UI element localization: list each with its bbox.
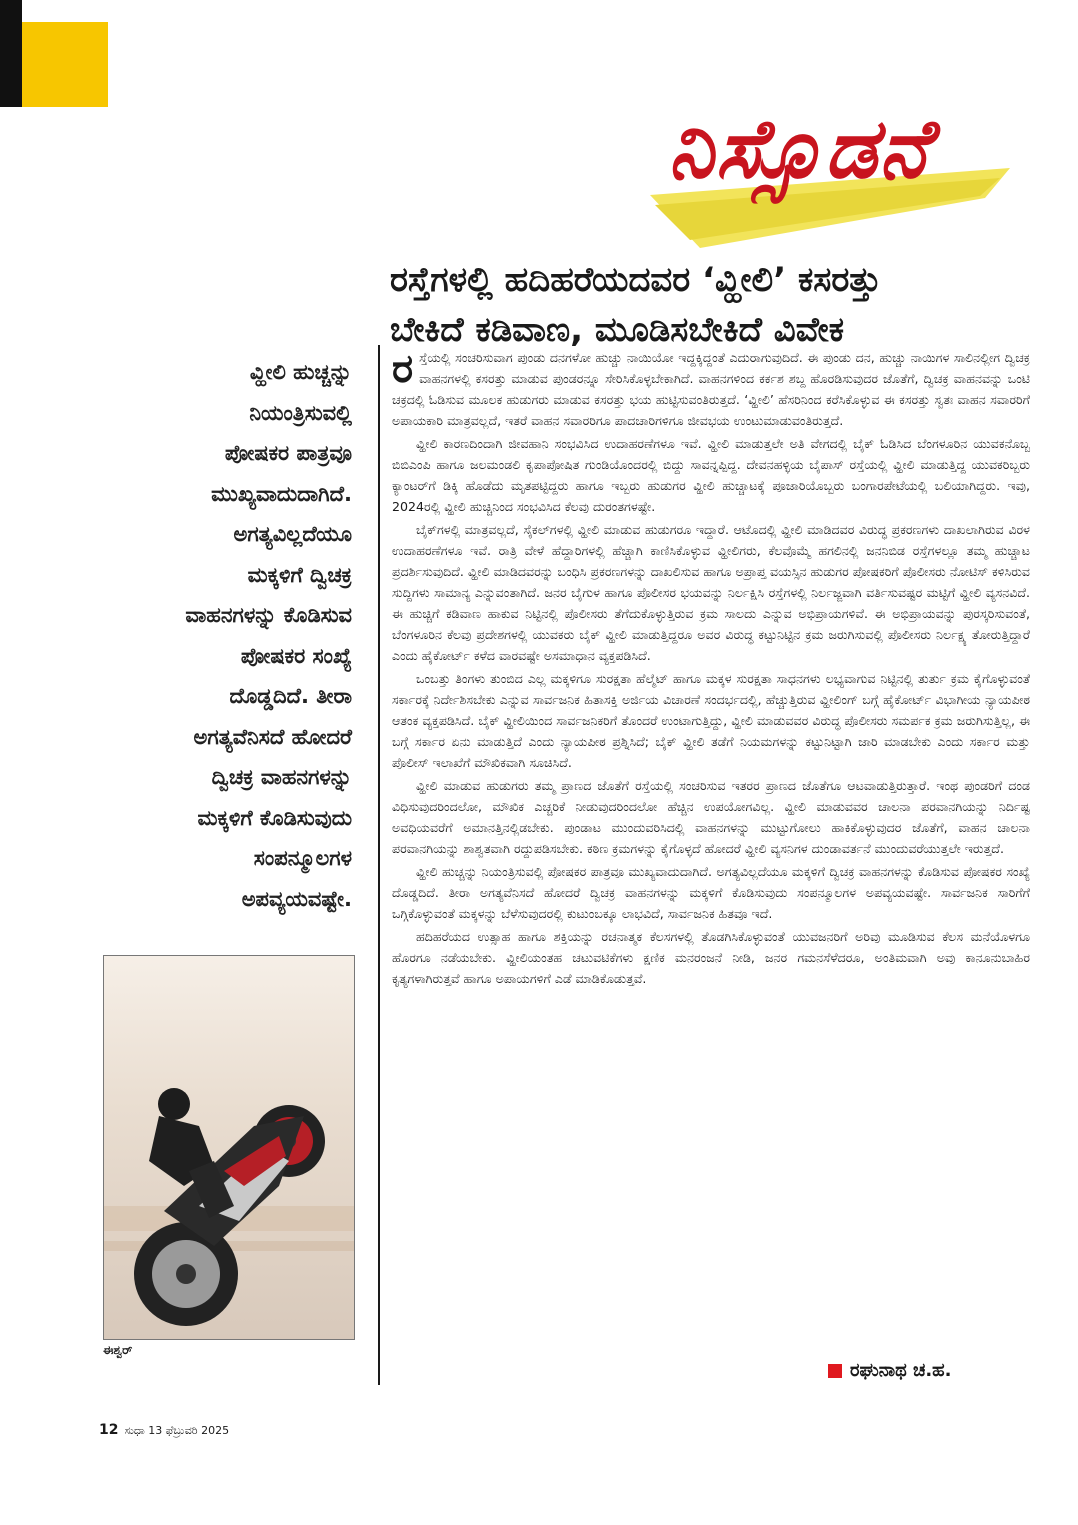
pull-quote-line: ಮುಖ್ಯವಾದುದಾಗಿದೆ. [211, 481, 352, 506]
pull-quote-line: ಅಗತ್ಯವಿಲ್ಲದೆಯೂ [233, 522, 352, 546]
drop-cap: ರ [392, 346, 414, 392]
article-paragraph: ಒಂಬತ್ತು ತಿಂಗಳು ತುಂಬಿದ ಎಲ್ಲ ಮಕ್ಕಳಿಗೂ ಸುರಕ್ಷತಾ ಹೆಲ್ಮೆಟ್ ಹಾಗೂ ಮಕ್ಕಳ ಸುರಕ್ಷತಾ ಸಾಧನಗಳು ಲಭ್ಯವಾಗುವ ನಿಟ್ಟಿನಲ್ಲಿ ತುರ್ತು ಕ್ರಮ ಕೈಗೊಳ್ಳುವಂತೆ ಸರ್ಕಾರಕ್ಕೆ ನಿರ್ದೇಶಿಸಬೇಕು ಎನ್ನುವ ಸಾರ್ವಜನಿಕ ಹಿತಾಸಕ್ತಿ ಅರ್ಜಿಯ ವಿಚಾರಣೆ ಸಂದರ್ಭದಲ್ಲಿ, ಹೆಚ್ಚುತ್ತಿರುವ ವ್ಹೀಲಿಂಗ್ ಬಗ್ಗೆ ಹೈಕೋರ್ಟ್ ವಿಭಾಗೀಯ ನ್ಯಾಯಪೀಠ ಆತಂಕ ವ್ಯಕ್ತಪಡಿಸಿದೆ. ಬೈಕ್ ವ್ಹೀಲಿಯಿಂದ ಸಾರ್ವಜನಿಕರಿಗೆ ತೊಂದರೆ ಉಂಟಾಗುತ್ತಿದ್ದು, ವ್ಹೀಲಿ ಮಾಡುವವರ ವಿರುದ್ಧ ಪೊಲೀಸರು ಸಮರ್ಪಕ ಕ್ರಮ ಜರುಗಿಸುತ್ತಿಲ್ಲ, ಈ ಬಗ್ಗೆ ಸರ್ಕಾರ ಏನು ಮಾಡುತ್ತಿದೆ ಎಂದು ನ್ಯಾಯಪೀಠ ಪ್ರಶ್ನಿಸಿದೆ; ಬೈಕ್ ವ್ಹೀಲಿ ತಡೆಗೆ ನಿಯಮಗಳನ್ನು ಕಟ್ಟುನಿಟ್ಟಾಗಿ ಜಾರಿ ಮಾಡಬೇಕು ಎಂದು ಸರ್ಕಾರ ಮತ್ತು ಪೊಲೀಸ್ ಇಲಾಖೆಗೆ ಮೌಖಿಕವಾಗಿ ಸೂಚಿಸಿದೆ. [392, 671, 1030, 770]
wheelie-illustration [103, 955, 355, 1340]
article-paragraph [392, 347, 1030, 431]
pull-quote [120, 352, 352, 919]
byline-author: ರಘುನಾಥ ಚ.ಹ. [850, 1360, 952, 1381]
pull-quote-line: ಪೋಷಕರ ಸಂಖ್ಯೆ [240, 643, 352, 668]
pull-quote-line: ಮಕ್ಕಳಿಗೆ ಕೊಡಿಸುವುದು [197, 805, 352, 830]
pull-quote-line: ನಿಯಂತ್ರಿಸುವಲ್ಲಿ [249, 400, 352, 425]
publication-date: ಸುಧಾ 13 ಫೆಬ್ರುವರಿ 2025 [124, 1424, 230, 1437]
headline-line-1: ರಸ್ತೆಗಳಲ್ಲಿ ಹದಿಹರೆಯದವರ ‘ವ್ಹೀಲಿ’ ಕಸರತ್ತು [390, 260, 882, 300]
paragraph-text: ಸ್ತೆಯಲ್ಲಿ ಸಂಚರಿಸುವಾಗ ಪುಂಡು ದನಗಳೋ ಹುಚ್ಚು ನಾಯಿಯೋ ಇದ್ದಕ್ಕಿದ್ದಂತೆ ಎದುರಾಗುವುದಿದೆ. ಈ ಪುಂಡು ದನ, ಹುಚ್ಚು ನಾಯಿಗಳ ಸಾಲಿನಲ್ಲೀಗ ದ್ವಿಚಕ್ರ ವಾಹನಗಳಲ್ಲಿ ಕಸರತ್ತು ಮಾಡುವ ಪುಂಡರನ್ನೂ ಸೇರಿಸಿಕೊಳ್ಳಬೇಕಾಗಿದೆ. ವಾಹನಗಳಿಂದ ಕರ್ಕಶ ಶಬ್ದ ಹೊರಡಿಸುವುದರ ಜೊತೆಗೆ, ದ್ವಿಚಕ್ರ ವಾಹನವನ್ನು ಒಂಟಿ ಚಕ್ರದಲ್ಲಿ ಓಡಿಸುವ ಮೂಲಕ ಹುಡುಗರು ಮಾಡುವ ಕಸರತ್ತು ಭಯ ಹುಟ್ಟಿಸುವಂತಿರುತ್ತದೆ. ‘ವ್ಹೀಲಿ’ ಹೆಸರಿನಿಂದ ಕರೆಸಿಕೊಳ್ಳುವ ಈ ಕಸರತ್ತು ಸ್ವತಃ ವಾಹನ ಸವಾರರಿಗೆ ಅಪಾಯಕಾರಿ ಮಾತ್ರವಲ್ಲದೆ, ಇತರೆ ವಾಹನ ಸವಾರರಿಗೂ ಪಾದಚಾರಿಗಳಿಗೂ ಜೀವಭಯ ಉಂಟುಮಾಡುವಂತಿರುತ್ತದೆ. [392, 350, 1030, 428]
pull-quote-line: ವ್ಹೀಲಿ ಹುಚ್ಚನ್ನು [249, 360, 352, 384]
pull-quote-line: ದೊಡ್ಡದಿದೆ. ತೀರಾ [229, 684, 352, 708]
pull-quote-line: ದ್ವಿಚಕ್ರ ವಾಹನಗಳನ್ನು [211, 765, 352, 789]
article-paragraph: ವ್ಹೀಲಿ ಕಾರಣದಿಂದಾಗಿ ಜೀವಹಾನಿ ಸಂಭವಿಸಿದ ಉದಾಹರಣೆಗಳೂ ಇವೆ. ವ್ಹೀಲಿ ಮಾಡುತ್ತಲೇ ಅತಿ ವೇಗದಲ್ಲಿ ಬೈಕ್ ಓಡಿಸಿದ ಬೆಂಗಳೂರಿನ ಯುವಕನೊಬ್ಬ ಬಿಬಿಎಂಪಿ ಹಾಗೂ ಜಲಮಂಡಲಿ ಕೃಪಾಪೋಷಿತ ಗುಂಡಿಯೊಂದರಲ್ಲಿ ಬಿದ್ದು ಸಾವನ್ನಪ್ಪಿದ್ದ. ದೇವನಹಳ್ಳಿಯ ಬೈಪಾಸ್ ರಸ್ತೆಯಲ್ಲಿ ವ್ಹೀಲಿ ಮಾಡುತ್ತಿದ್ದ ಯುವಕರಿಬ್ಬರು ಕ್ಯಾಂಟರ್‌ಗೆ ಡಿಕ್ಕಿ ಹೊಡೆದು ಮೃತಪಟ್ಟಿದ್ದರು ಹಾಗೂ ಇಬ್ಬರು ಹುಡುಗರ ವ್ಹೀಲಿ ಹುಚ್ಚಾಟಕ್ಕೆ ಪೂಜಾರಿಯೊಬ್ಬರು ಬಂಗಾರಪೇಟೆಯಲ್ಲಿ ಬಲಿಯಾಗಿದ್ದರು. ಇವು, 2024ರಲ್ಲಿ ವ್ಹೀಲಿ ಹುಚ್ಚಿನಿಂದ ಸಂಭವಿಸಿದ ಕೆಲವು ದುರಂತಗಳಷ್ಟೇ. [392, 436, 1030, 514]
page-number: 12 [99, 1422, 119, 1438]
article-paragraph: ವ್ಹೀಲಿ ಹುಚ್ಚನ್ನು ನಿಯಂತ್ರಿಸುವಲ್ಲಿ ಪೋಷಕರ ಪಾತ್ರವೂ ಮುಖ್ಯವಾದುದಾಗಿದೆ. ಅಗತ್ಯವಿಲ್ಲದೆಯೂ ಮಕ್ಕಳಿಗೆ ದ್ವಿಚಕ್ರ ವಾಹನಗಳನ್ನು ಕೊಡಿಸುವ ಪೋಷಕರ ಸಂಖ್ಯೆ ದೊಡ್ಡದಿದೆ. ತೀರಾ ಅಗತ್ಯವೆನಿಸದೆ ಹೋದರೆ ದ್ವಿಚಕ್ರ ವಾಹನಗಳನ್ನು ಮಕ್ಕಳಿಗೆ ಕೊಡಿಸುವುದು ಸಂಪನ್ಮೂಲಗಳ ಅಪವ್ಯಯವಷ್ಟೇ. ಸಾರ್ವಜನಿಕ ಸಾರಿಗೆಗೆ ಒಗ್ಗಿಕೊಳ್ಳುವಂತೆ ಮಕ್ಕಳನ್ನು ಬೆಳೆಸುವುದರಲ್ಲಿ ಕುಟುಂಬಕ್ಕೂ ಲಾಭವಿದೆ, ಸಾರ್ವಜನಿಕ ಹಿತವೂ ಇದೆ. [392, 864, 1030, 921]
byline [828, 1360, 951, 1381]
pull-quote-line: ಅಗತ್ಯವೆನಿಸದೆ ಹೋದರೆ [193, 724, 352, 749]
article-paragraph: ಬೈಕ್‌ಗಳಲ್ಲಿ ಮಾತ್ರವಲ್ಲದೆ, ಸೈಕಲ್‌ಗಳಲ್ಲಿ ವ್ಹೀಲಿ ಮಾಡುವ ಹುಡುಗರೂ ಇದ್ದಾರೆ. ಆಟೊದಲ್ಲಿ ವ್ಹೀಲಿ ಮಾಡಿದವರ ವಿರುದ್ಧ ಪ್ರಕರಣಗಳು ದಾಖಲಾಗಿರುವ ವಿರಳ ಉದಾಹರಣೆಗಳೂ ಇವೆ. ರಾತ್ರಿ ವೇಳೆ ಹೆದ್ದಾರಿಗಳಲ್ಲಿ ಹೆಚ್ಚಾಗಿ ಕಾಣಿಸಿಕೊಳ್ಳುವ ವ್ಹೀಲಿಗರು, ಕೆಲವೊಮ್ಮೆ ಹಗಲಿನಲ್ಲಿ ಜನನಿಬಿಡ ರಸ್ತೆಗಳಲ್ಲೂ ತಮ್ಮ ಹುಚ್ಚಾಟ ಪ್ರದರ್ಶಿಸುವುದಿದೆ. ವ್ಹೀಲಿ ಮಾಡಿದವರನ್ನು ಬಂಧಿಸಿ ಪ್ರಕರಣಗಳನ್ನು ದಾಖಲಿಸುವ ಹಾಗೂ ಅಪ್ರಾಪ್ತ ವಯಸ್ಸಿನ ಹುಡುಗರ ಪೋಷಕರಿಗೆ ಪೊಲೀಸರು ನೋಟಿಸ್ ಕಳಿಸಿರುವ ಸುದ್ದಿಗಳು ಸಾಮಾನ್ಯ ಎನ್ನುವಂತಾಗಿದೆ. ಜನರ ಬೈಗುಳ ಹಾಗೂ ಪೊಲೀಸರ ಭಯವನ್ನು ನಿರ್ಲಕ್ಷಿಸಿ ರಸ್ತೆಗಳಲ್ಲಿ ನಿರ್ಲಜ್ಜವಾಗಿ ವರ್ತಿಸುವಷ್ಟರ ಮಟ್ಟಿಗೆ ವ್ಹೀಲಿ ವ್ಯಸನವಿದೆ. ಈ ಹುಚ್ಚಿಗೆ ಕಡಿವಾಣ ಹಾಕುವ ನಿಟ್ಟಿನಲ್ಲಿ ಪೊಲೀಸರು ತೆಗೆದುಕೊಳ್ಳುತ್ತಿರುವ ಕ್ರಮ ಸಾಲದು ಎನ್ನುವ ಅಭಿಪ್ರಾಯಗಳಿವೆ. ಈ ಅಭಿಪ್ರಾಯವನ್ನು ಪುರಸ್ಕರಿಸುವಂತೆ, ಬೆಂಗಳೂರಿನ ಕೆಲವು ಪ್ರದೇಶಗಳಲ್ಲಿ ಯುವಕರು ಬೈಕ್ ವ್ಹೀಲಿ ಮಾಡುತ್ತಿದ್ದರೂ ಅವರ ವಿರುದ್ಧ ಕಟ್ಟುನಿಟ್ಟಿನ ಕ್ರಮ ಜರುಗಿಸುವಲ್ಲಿ ಪೊಲೀಸರು ನಿರ್ಲಕ್ಷ್ಯ ತೋರುತ್ತಿದ್ದಾರೆ ಎಂದು ಹೈಕೋರ್ಟ್ ಕಳೆದ ವಾರವಷ್ಟೇ ಅಸಮಾಧಾನ ವ್ಯಕ್ತಪಡಿಸಿದೆ. [392, 522, 1030, 663]
article-body [392, 347, 1030, 991]
pull-quote-line: ವಾಹನಗಳನ್ನು ಕೊಡಿಸುವ [185, 603, 352, 627]
page-footer [99, 1422, 229, 1438]
pull-quote-line: ಮಕ್ಕಳಿಗೆ ದ್ವಿಚಕ್ರ [247, 562, 352, 587]
pull-quote-line: ಅಪವ್ಯಯವಷ್ಟೇ. [241, 886, 352, 911]
photo-caption: ಈಶ್ವರ್ [103, 1343, 133, 1357]
motorcycle-wheelie-icon [104, 956, 354, 1339]
byline-square-icon [828, 1364, 842, 1378]
section-logo: ನಿಸ್ಸೊಡನೆ [668, 101, 930, 197]
pull-quote-line: ಸಂಪನ್ಮೂಲಗಳ [253, 846, 352, 870]
pull-quote-line: ಪೋಷಕರ ಪಾತ್ರವೂ [224, 441, 352, 465]
article-paragraph: ವ್ಹೀಲಿ ಮಾಡುವ ಹುಡುಗರು ತಮ್ಮ ಪ್ರಾಣದ ಜೊತೆಗೆ ರಸ್ತೆಯಲ್ಲಿ ಸಂಚರಿಸುವ ಇತರರ ಪ್ರಾಣದ ಜೊತೆಗೂ ಆಟವಾಡುತ್ತಿರುತ್ತಾರೆ. ಇಂಥ ಪುಂಡರಿಗೆ ದಂಡ ವಿಧಿಸುವುದರಿಂದಲೋ, ಮೌಖಿಕ ಎಚ್ಚರಿಕೆ ನೀಡುವುದರಿಂದಲೋ ಹೆಚ್ಚಿನ ಉಪಯೋಗವಿಲ್ಲ. ವ್ಹೀಲಿ ಮಾಡುವವರ ಚಾಲನಾ ಪರವಾನಗಿಯನ್ನು ನಿರ್ದಿಷ್ಟ ಅವಧಿಯವರೆಗೆ ಅಮಾನತ್ತಿನಲ್ಲಿಡಬೇಕು. ಪುಂಡಾಟ ಮುಂದುವರಿಸಿದಲ್ಲಿ ವಾಹನಗಳನ್ನು ಮುಟ್ಟುಗೋಲು ಹಾಕಿಕೊಳ್ಳುವುದರ ಜೊತೆಗೆ, ವಾಹನ ಚಾಲನಾ ಪರವಾನಗಿಯನ್ನು ಶಾಶ್ವತವಾಗಿ ರದ್ದುಪಡಿಸಬೇಕು. ಕಠಿಣ ಕ್ರಮಗಳನ್ನು ಕೈಗೊಳ್ಳದೆ ಹೋದರೆ ವ್ಹೀಲಿ ವ್ಯಸನಿಗಳ ದುಂಡಾವರ್ತನೆ ಮುಂದುವರೆಯುತ್ತಲೇ ಇರುತ್ತದೆ. [392, 778, 1030, 856]
article-paragraph: ಹದಿಹರೆಯದ ಉತ್ಸಾಹ ಹಾಗೂ ಶಕ್ತಿಯನ್ನು ರಚನಾತ್ಮಕ ಕೆಲಸಗಳಲ್ಲಿ ತೊಡಗಿಸಿಕೊಳ್ಳುವಂತೆ ಯುವಜನರಿಗೆ ಅರಿವು ಮೂಡಿಸುವ ಕೆಲಸ ಮನೆಯೊಳಗೂ ಹೊರಗೂ ನಡೆಯಬೇಕು. ವ್ಹೀಲಿಯಂತಹ ಚಟುವಟಿಕೆಗಳು ಕ್ಷಣಿಕ ಮನರಂಜನೆ ನೀಡಿ, ಜನರ ಗಮನಸೆಳೆದರೂ, ಅಂತಿಮವಾಗಿ ಅವು ಕಾನೂನುಬಾಹಿರ ಕೃತ್ಯಗಳಾಗಿರುತ್ತವೆ ಹಾಗೂ ಅಪಾಯಗಳಿಗೆ ಎಡೆ ಮಾಡಿಕೊಡುತ್ತವೆ. [392, 929, 1030, 986]
headline [390, 255, 1010, 355]
headline-line-2: ಬೇಕಿದೆ ಕಡಿವಾಣ, ಮೂಡಿಸಬೇಕಿದೆ ವಿವೇಕ [390, 310, 845, 350]
column-rule [378, 345, 380, 1385]
